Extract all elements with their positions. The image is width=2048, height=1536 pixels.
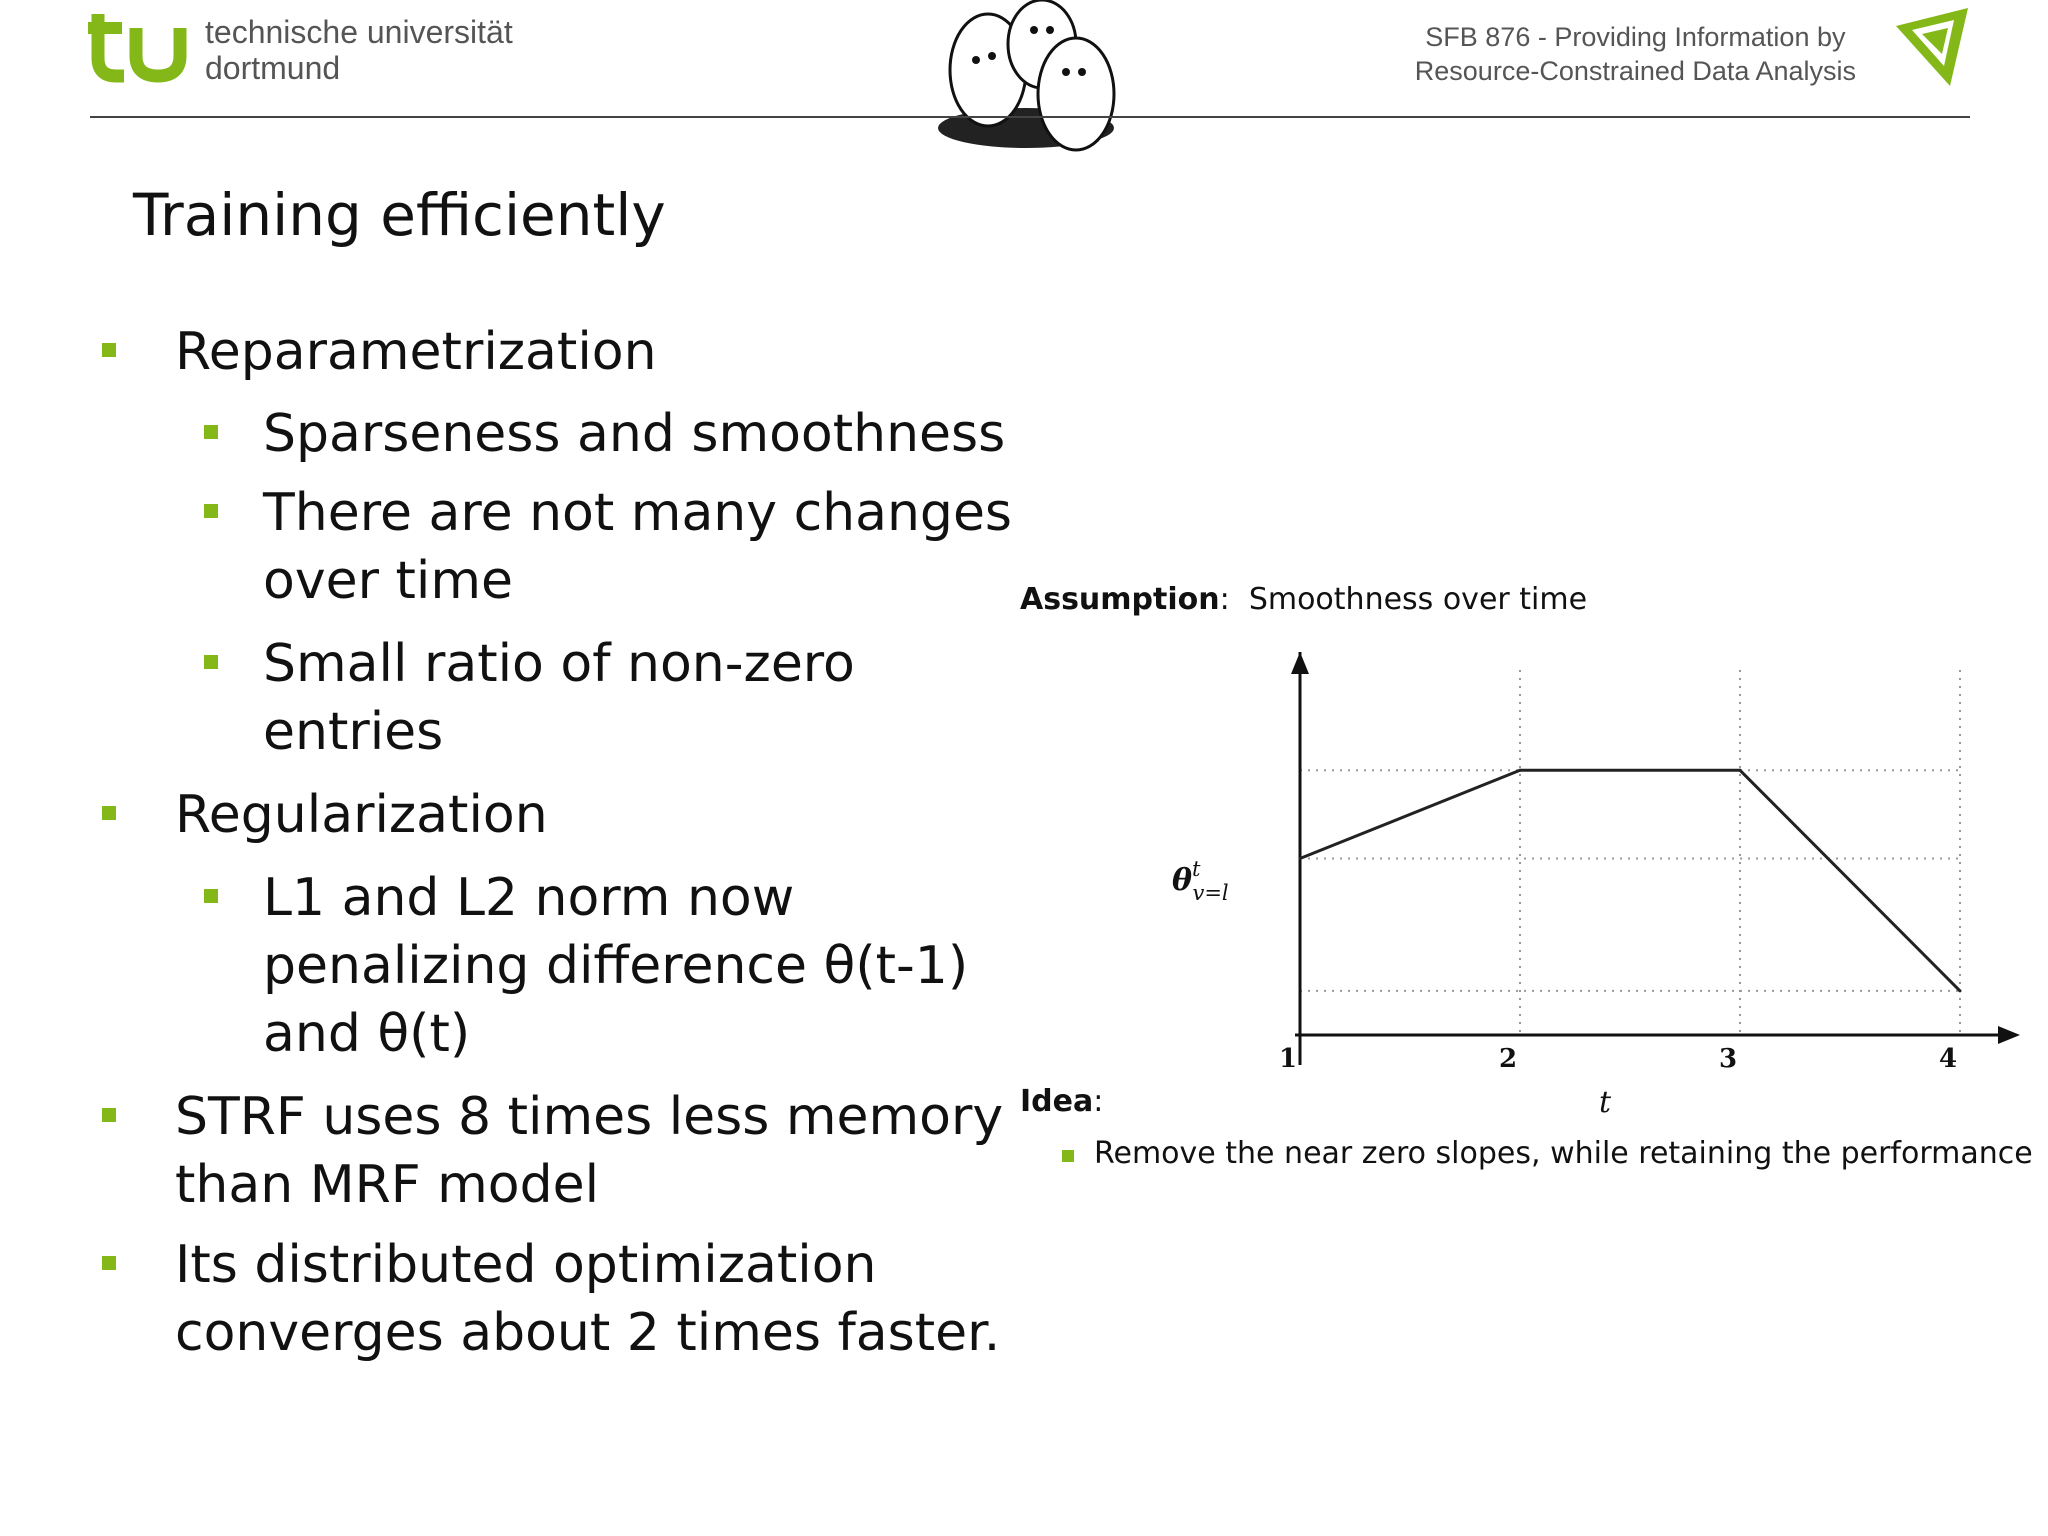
theta-over-time-chart [1010, 570, 2040, 1130]
smoothness-figure [1010, 570, 2040, 1190]
sfb-line-1: SFB 876 - Providing Information by [1425, 22, 1846, 52]
assumption-text: Smoothness over time [1248, 582, 1588, 617]
bullet-marker [102, 343, 116, 357]
assumption-label: Assumption [1020, 582, 1220, 617]
university-line-2: dortmund [205, 50, 341, 86]
bullet-text-line: STRF uses 8 times less memory [175, 1087, 1004, 1147]
bullet-text-line: converges about 2 times faster. [175, 1303, 1001, 1363]
sfb-logo [1892, 4, 1972, 90]
data-point [1299, 857, 1302, 860]
slide-title: Training efficiently [133, 181, 666, 249]
bullet-text-line: than MRF model [175, 1155, 600, 1215]
x-tick-label: 1 [1278, 1044, 1298, 1074]
idea-label-wrap: Idea: [1020, 1084, 1104, 1119]
y-axis-arrowhead [1291, 652, 1309, 674]
university-name [205, 14, 513, 86]
bullet-text-line: penalizing difference θ(t-1) [263, 936, 969, 996]
assumption-caption: Assumption: Smoothness over time [1020, 582, 1588, 617]
bullet-text-line: Its distributed optimization [175, 1235, 877, 1295]
x-tick-label: 4 [1938, 1044, 1958, 1074]
bullet-text-line: Regularization [175, 785, 548, 845]
bullet-marker [204, 655, 218, 669]
bullet-text-line: L1 and L2 norm now [263, 868, 795, 928]
y-axis-label: $\theta^t$ v=l [1172, 857, 1229, 905]
bullet-marker [102, 806, 116, 820]
bullet-text-line: Small ratio of non-zero [263, 634, 855, 694]
x-axis-label: t [1598, 1085, 1612, 1120]
bullet-text-line: over time [263, 551, 513, 611]
bullet-text-line: Reparametrization [175, 322, 657, 382]
bullet-marker [204, 504, 218, 518]
bullet-marker [102, 1108, 116, 1122]
sfb-line-2: Resource-Constrained Data Analysis [1414, 56, 1856, 86]
bullet-text-line: There are not many changes [263, 483, 1013, 543]
series-line [1300, 770, 1960, 991]
university-line-1: technische universität [205, 14, 513, 50]
data-point [1739, 769, 1742, 772]
header-divider [90, 116, 1970, 118]
bullet-text-line: Sparseness and smoothness [263, 404, 1006, 464]
data-point [1519, 769, 1522, 772]
tu-logo [88, 6, 193, 86]
bullet-marker [204, 889, 218, 903]
bullet-marker [102, 1256, 116, 1270]
bullet-marker [204, 425, 218, 439]
x-tick-label: 3 [1718, 1044, 1738, 1074]
sfb-title [1415, 20, 1856, 88]
eggs-mascot-image [928, 0, 1124, 154]
idea-text: Remove the near zero slopes, while retaining the performance [1094, 1136, 2033, 1171]
bullet-text-line: entries [263, 702, 444, 762]
idea-bullet-marker [1062, 1150, 1074, 1162]
idea-label: Idea [1020, 1084, 1094, 1119]
x-axis-arrowhead [1998, 1026, 2020, 1044]
x-tick-label: 2 [1498, 1044, 1518, 1074]
bullet-text-line: and θ(t) [263, 1004, 471, 1064]
data-point [1959, 989, 1962, 992]
